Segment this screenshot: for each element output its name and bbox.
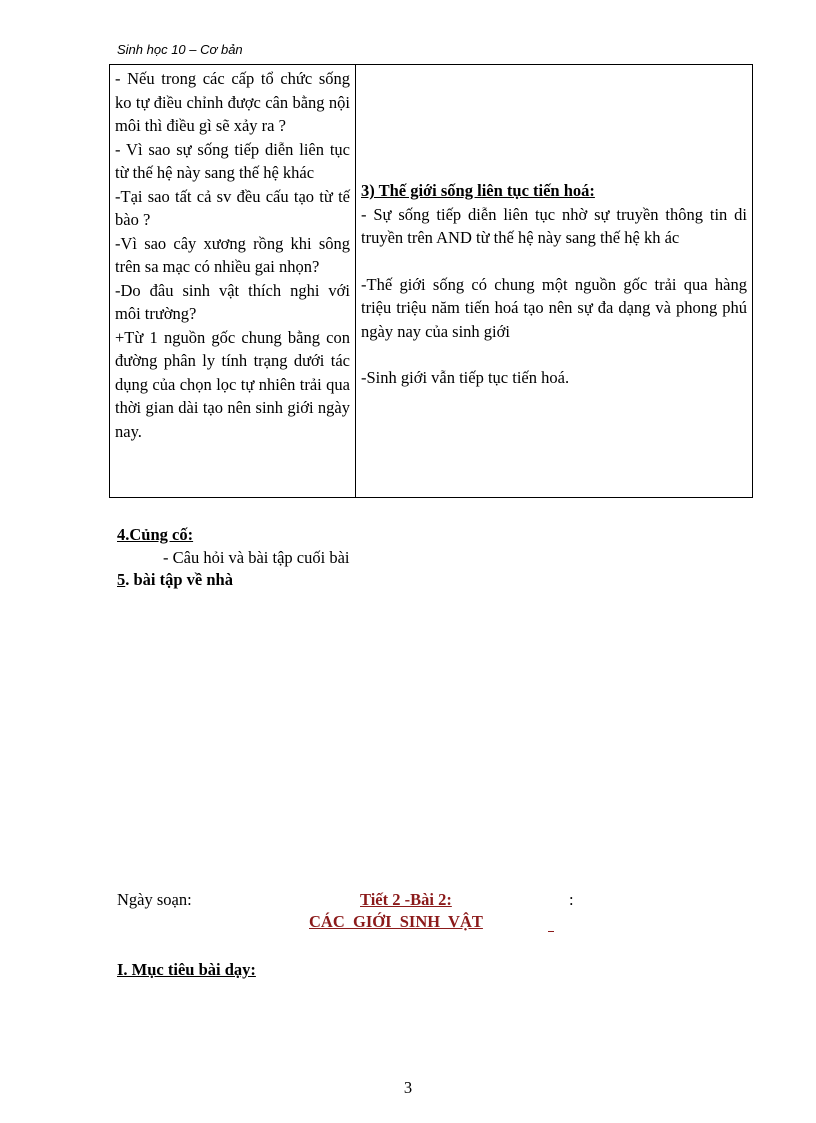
table-row <box>110 65 753 498</box>
content-cell <box>356 65 753 498</box>
homework-title <box>117 570 233 590</box>
question-line: +Từ 1 nguồn gốc chung bằng con đường phân ly tính trạng dưới tác dụng của chọn lọc tự nhiên trải qua thời gian dài tạo nên sinh giới ngày nay. <box>115 327 350 441</box>
content-paragraph: -Sinh giới vẫn tiếp tục tiến hoá. <box>361 368 570 387</box>
questions-cell <box>110 65 356 498</box>
consolidation-item: - Câu hỏi và bài tập cuối bài <box>163 548 350 567</box>
date-label: Ngày soạn: <box>117 890 192 909</box>
subtitle-underline-mark <box>548 931 554 932</box>
title-colon: : <box>569 890 574 909</box>
lesson-title: Tiết 2 -Bài 2: <box>360 890 452 909</box>
homework-label: . bài tập về nhà <box>125 570 233 589</box>
consolidation-title: 4.Củng cố: <box>117 525 194 544</box>
page-number: 3 <box>403 1078 413 1097</box>
homework-number: 5 <box>117 570 126 589</box>
page-header: Sinh học 10 – Cơ bản <box>117 42 243 57</box>
content-paragraph: - Sự sống tiếp diễn liên tục nhờ sự truyền thông tin di truyền trên AND từ thế hệ này sang thế hệ kh ác <box>361 204 747 247</box>
lesson-table <box>109 64 753 498</box>
question-line: -Do đâu sinh vật thích nghi với môi trường? <box>115 280 350 323</box>
question-line: -Tại sao tất cả sv đều cấu tạo từ tế bào ? <box>115 186 350 229</box>
question-line: - Vì sao sự sống tiếp diễn liên tục từ thế hệ này sang thế hệ khác <box>115 139 350 182</box>
content-paragraph: -Thế giới sống có chung một nguồn gốc trải qua hàng triệu triệu năm tiến hoá tạo nên sự đa dạng và phong phú ngày nay của sinh giới <box>361 274 747 341</box>
lesson-subtitle: CÁC GIỚI SINH VẬT <box>309 912 483 931</box>
section-3-title: 3) Thế giới sống liên tục tiến hoá: <box>361 181 595 200</box>
question-line: - Nếu trong các cấp tổ chức sống ko tự điều chỉnh được cân bằng nội môi thì điều gì sẽ xảy ra ? <box>115 69 350 135</box>
question-line: -Vì sao cây xương rồng khi sông trên sa mạc có nhiều gai nhọn? <box>115 233 350 276</box>
objectives-title: I. Mục tiêu bài dạy: <box>117 960 256 979</box>
